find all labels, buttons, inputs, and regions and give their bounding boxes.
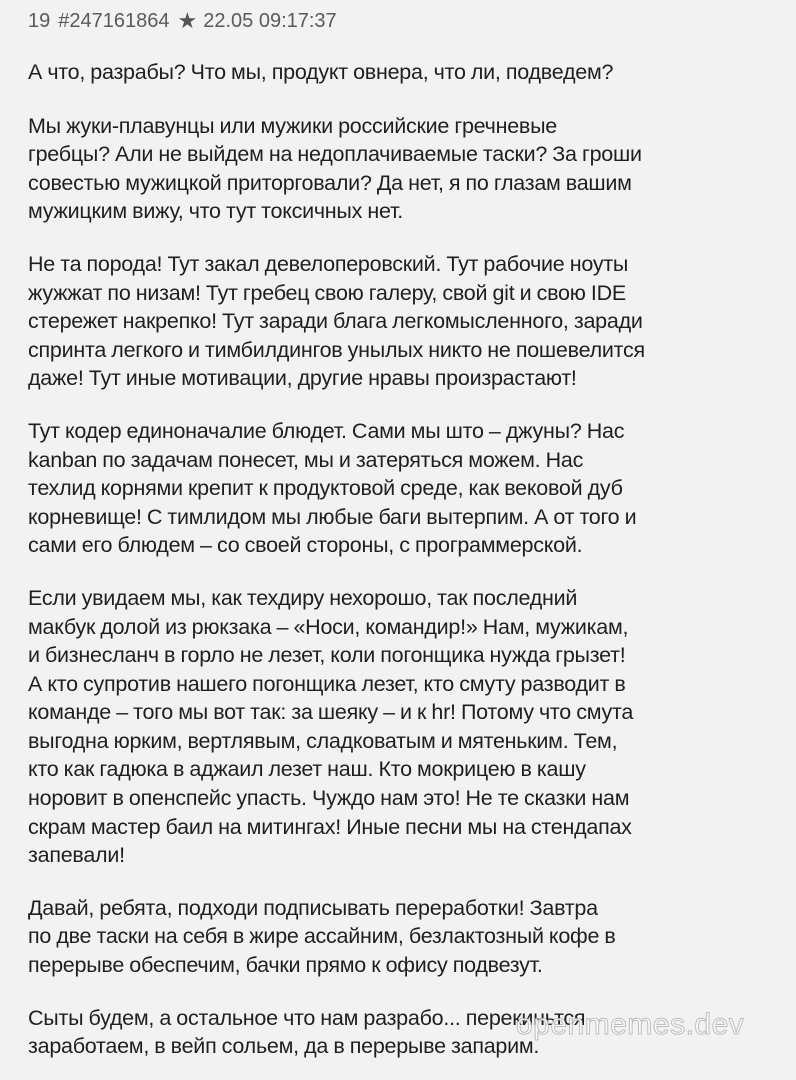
text-line: жужжат по низам! Тут гребец свою галеру, свой git и свою IDE [28, 280, 626, 305]
text-line: Тут кодер единоначалие блюдет. Сами мы што – джуны? Нас [28, 418, 625, 443]
text-line: Сыты будем, а остальное что нам разрабо... перекиньтся [28, 1005, 586, 1030]
star-icon[interactable]: ★ [177, 8, 198, 33]
text-line: и бизнесланч в горло не лезет, коли погонщика нужда грызет! [28, 643, 626, 668]
paragraph [28, 250, 782, 393]
text-line: А что, разрабы? Что мы, продукт овнера, что ли, подведем? [28, 60, 614, 84]
text-line: даже! Тут иные мотивации, другие нравы произрастают! [28, 366, 577, 391]
text-line: стережет накрепко! Тут заради блага легкомысленного, заради [28, 309, 643, 334]
paragraph [28, 417, 782, 560]
text-line: сами его блюдем – со своей стороны, с программерской. [28, 533, 583, 558]
paragraph [28, 58, 782, 87]
text-line: по две таски на себя в жире ассайним, безлактозный кофе в [28, 924, 616, 949]
watermark: openmemes.dev [516, 1008, 745, 1041]
text-line: кто как гадюка в аджаил лезет наш. Кто мокрицею в кашу [28, 757, 586, 782]
text-line: норовит в опенспейс упасть. Чуждо нам это! Не те сказки нам [28, 786, 630, 811]
text-line: kanban по задачам понесет, мы и затеряться можем. Нас [28, 447, 584, 472]
post-body [28, 58, 782, 1061]
text-line: Мы жуки-плавунцы или мужики российские гречневые [28, 113, 558, 138]
text-line: Не та порода! Тут закал девелоперовский. Тут рабочие ноуты [28, 251, 629, 276]
text-line: спринта легкого и тимбилдингов унылых никто не пошевелится [28, 337, 645, 362]
text-line: команде – того мы вот так: за шеяку – и к hr! Потому что смута [28, 700, 634, 725]
text-line: запевали! [28, 843, 125, 868]
paragraph [28, 894, 782, 980]
text-line: А кто супротив нашего погонщика лезет, кто смуту разводит в [28, 671, 626, 696]
text-line: скрам мастер баил на митингах! Иные песни мы на стендапах [28, 814, 632, 839]
text-line: мужицким вижу, что тут токсичных нет. [28, 199, 403, 224]
post-id-link[interactable]: #247161864 [58, 9, 170, 32]
post-index: 19 [28, 9, 51, 32]
post-meta [28, 6, 782, 36]
text-line: Давай, ребята, подходи подписывать переработки! Завтра [28, 895, 598, 920]
text-line: техлид корнями крепит к продуктовой среде, как вековой дуб [28, 476, 623, 501]
text-line: заработаем, в вейп сольем, да в перерыве запарим. [28, 1034, 540, 1059]
text-line: макбук долой из рюкзака – «Носи, командир!» Нам, мужикам, [28, 614, 629, 639]
text-line: Если увидаем мы, как техдиру нехорошо, так последний [28, 585, 578, 610]
text-line: выгодна юрким, вертлявым, сладковатым и мятеньким. Тем, [28, 728, 618, 753]
paragraph [28, 584, 782, 870]
text-line: перерыве обеспечим, бачки прямо к офису подвезут. [28, 953, 543, 978]
text-line: совестью мужицкой приторговали? Да нет, я по глазам вашим [28, 170, 632, 195]
text-line: гребцы? Али не выйдем на недоплачиваемые таски? За гроши [28, 142, 642, 167]
text-line: корневище! С тимлидом мы любые баги вытерпим. А от того и [28, 504, 637, 529]
post-datetime: 22.05 09:17:37 [203, 9, 337, 32]
paragraph [28, 112, 782, 226]
